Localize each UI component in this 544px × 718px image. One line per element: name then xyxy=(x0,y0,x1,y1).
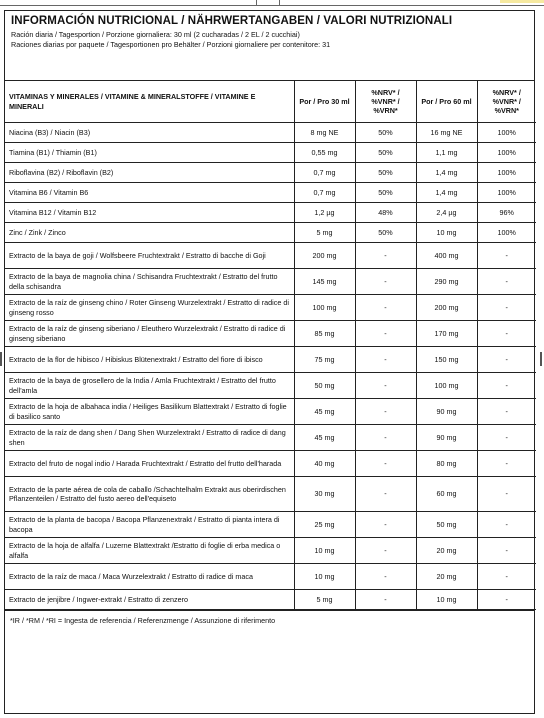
nrv-60ml: 100% xyxy=(477,163,536,183)
yellow-tab xyxy=(500,0,544,3)
nrv-30ml: - xyxy=(355,269,416,295)
col-header-per-30ml: Por / Pro 30 ml xyxy=(294,81,355,123)
nutrient-name: Extracto de la raíz de maca / Maca Wurzelextrakt / Estratto di radice di maca xyxy=(5,564,294,590)
nrv-60ml: - xyxy=(477,243,536,269)
amount-60ml: 10 mg xyxy=(416,590,477,610)
nutrient-name: Extracto de la parte aérea de cola de caballo /Schachtelhalm Extrakt aus oberirdischen Pflanzenteilen / Estratto del fusto aereo dell'equiseto xyxy=(5,477,294,512)
amount-60ml: 16 mg NE xyxy=(416,123,477,143)
nrv-30ml: 50% xyxy=(355,123,416,143)
table-row xyxy=(5,347,536,373)
nrv-60ml: - xyxy=(477,347,536,373)
col-header-nrv-30ml: %NRV* / %VNR* / %VRN* xyxy=(355,81,416,123)
amount-30ml: 8 mg NE xyxy=(294,123,355,143)
nrv-60ml: 100% xyxy=(477,123,536,143)
nrv-30ml: 50% xyxy=(355,223,416,243)
nrv-30ml: - xyxy=(355,564,416,590)
amount-60ml: 200 mg xyxy=(416,295,477,321)
nutrient-name: Extracto de la raíz de dang shen / Dang Shen Wurzelextrakt / Estratto di radice di dang shen xyxy=(5,425,294,451)
nrv-30ml: 50% xyxy=(355,143,416,163)
amount-30ml: 0,7 mg xyxy=(294,163,355,183)
nrv-60ml: - xyxy=(477,512,536,538)
col-header-nutrient: VITAMINAS Y MINERALES / VITAMINE & MINERALSTOFFE / VITAMINE E MINERALI xyxy=(5,81,294,123)
nutrient-name: Zinc / Zink / Zinco xyxy=(5,223,294,243)
nrv-60ml: - xyxy=(477,425,536,451)
top-edge xyxy=(0,0,544,6)
amount-30ml: 10 mg xyxy=(294,564,355,590)
amount-60ml: 2,4 µg xyxy=(416,203,477,223)
nrv-60ml: 100% xyxy=(477,183,536,203)
nutrient-name: Extracto de la flor de hibisco / Hibiskus Blütenextrakt / Estratto del fiore di ibisco xyxy=(5,347,294,373)
amount-30ml: 25 mg xyxy=(294,512,355,538)
nutrient-name: Extracto de la raíz de ginseng siberiano / Eleuthero Wurzelextrakt / Estratto di radice di ginseng siberiano xyxy=(5,321,294,347)
nutrient-name: Extracto de la baya de magnolia china / Schisandra Fruchtextrakt / Estratto del frutto della schisandra xyxy=(5,269,294,295)
amount-60ml: 20 mg xyxy=(416,564,477,590)
nrv-60ml: - xyxy=(477,269,536,295)
nutrient-name: Extracto de la hoja de alfalfa / Luzerne Blattextrakt /Estratto di foglie di erba medica o alfalfa xyxy=(5,538,294,564)
nutrient-name: Vitamina B6 / Vitamin B6 xyxy=(5,183,294,203)
nrv-60ml: - xyxy=(477,538,536,564)
col-header-per-60ml: Por / Pro 60 ml xyxy=(416,81,477,123)
table-row xyxy=(5,321,536,347)
nrv-30ml: - xyxy=(355,512,416,538)
table-row xyxy=(5,163,536,183)
table-row xyxy=(5,223,536,243)
nutrition-table xyxy=(5,81,536,610)
nutrient-name: Extracto de jenjibre / Ingwer-extrakt / Estratto di zenzero xyxy=(5,590,294,610)
amount-60ml: 290 mg xyxy=(416,269,477,295)
left-edge-mark xyxy=(0,352,2,366)
nrv-30ml: - xyxy=(355,347,416,373)
table-row xyxy=(5,451,536,477)
footnote: *IR / *RM / *RI = Ingesta de referencia / Referenzmenge / Assunzione di riferimento xyxy=(5,610,534,632)
serving-size: Ración diaria / Tagesportion / Porzione giornaliera: 30 ml (2 cucharadas / 2 EL / 2 cucchiai) xyxy=(11,30,300,39)
nutrient-name: Riboflavina (B2) / Riboflavin (B2) xyxy=(5,163,294,183)
amount-30ml: 5 mg xyxy=(294,223,355,243)
amount-60ml: 10 mg xyxy=(416,223,477,243)
amount-30ml: 1,2 µg xyxy=(294,203,355,223)
col-header-nrv-60ml: %NRV* / %VNR* / %VRN* xyxy=(477,81,536,123)
amount-60ml: 90 mg xyxy=(416,399,477,425)
table-row xyxy=(5,564,536,590)
nrv-60ml: - xyxy=(477,590,536,610)
nrv-30ml: - xyxy=(355,243,416,269)
panel-title: INFORMACIÓN NUTRICIONAL / NÄHRWERTANGABEN / VALORI NUTRIZIONALI xyxy=(11,15,453,27)
nutrient-name: Extracto de la baya de goji / Wolfsbeere Fruchtextrakt / Estratto di bacche di Goji xyxy=(5,243,294,269)
nrv-60ml: - xyxy=(477,399,536,425)
amount-60ml: 1,4 mg xyxy=(416,183,477,203)
nrv-30ml: - xyxy=(355,538,416,564)
amount-60ml: 100 mg xyxy=(416,373,477,399)
amount-60ml: 400 mg xyxy=(416,243,477,269)
nrv-60ml: - xyxy=(477,321,536,347)
amount-30ml: 50 mg xyxy=(294,373,355,399)
nrv-60ml: - xyxy=(477,451,536,477)
amount-60ml: 1,4 mg xyxy=(416,163,477,183)
nutrient-name: Extracto de la raíz de ginseng chino / Roter Ginseng Wurzelextrakt / Estratto di radice di ginseng rosso xyxy=(5,295,294,321)
table-row xyxy=(5,477,536,512)
table-row xyxy=(5,295,536,321)
nrv-60ml: - xyxy=(477,477,536,512)
table-row xyxy=(5,183,536,203)
panel-header xyxy=(5,11,534,81)
amount-60ml: 150 mg xyxy=(416,347,477,373)
servings-per-container: Raciones diarias por paquete / Tagesportionen pro Behälter / Porzioni giornaliere per contenitore: 31 xyxy=(11,39,331,49)
table-header-row xyxy=(5,81,536,123)
amount-30ml: 10 mg xyxy=(294,538,355,564)
table-row xyxy=(5,399,536,425)
amount-60ml: 80 mg xyxy=(416,451,477,477)
amount-30ml: 100 mg xyxy=(294,295,355,321)
amount-30ml: 30 mg xyxy=(294,477,355,512)
amount-30ml: 85 mg xyxy=(294,321,355,347)
amount-30ml: 75 mg xyxy=(294,347,355,373)
nutrient-name: Niacina (B3) / Niacin (B3) xyxy=(5,123,294,143)
nrv-30ml: - xyxy=(355,590,416,610)
nutrient-name: Extracto de la baya de grosellero de la India / Amla Fruchtextrakt / Estratto del frutto dell'amla xyxy=(5,373,294,399)
table-row xyxy=(5,123,536,143)
amount-30ml: 45 mg xyxy=(294,399,355,425)
nutrient-name: Extracto del fruto de nogal indio / Harada Fruchtextrakt / Estratto del frutto dell'harada xyxy=(5,451,294,477)
table-row xyxy=(5,538,536,564)
nrv-30ml: 50% xyxy=(355,183,416,203)
nrv-30ml: - xyxy=(355,373,416,399)
amount-30ml: 45 mg xyxy=(294,425,355,451)
nutrient-name: Extracto de la planta de bacopa / Bacopa Pflanzenextrakt / Estratto di pianta intera di bacopa xyxy=(5,512,294,538)
nrv-30ml: - xyxy=(355,477,416,512)
nrv-30ml: - xyxy=(355,451,416,477)
table-row xyxy=(5,425,536,451)
nrv-30ml: 50% xyxy=(355,163,416,183)
nrv-60ml: 96% xyxy=(477,203,536,223)
nrv-30ml: - xyxy=(355,425,416,451)
table-row xyxy=(5,512,536,538)
amount-30ml: 200 mg xyxy=(294,243,355,269)
table-row xyxy=(5,243,536,269)
nrv-30ml: - xyxy=(355,399,416,425)
nrv-60ml: 100% xyxy=(477,223,536,243)
amount-30ml: 5 mg xyxy=(294,590,355,610)
nrv-60ml: - xyxy=(477,295,536,321)
nrv-60ml: - xyxy=(477,373,536,399)
amount-60ml: 60 mg xyxy=(416,477,477,512)
table-row xyxy=(5,373,536,399)
top-tab xyxy=(256,0,280,6)
amount-30ml: 0,55 mg xyxy=(294,143,355,163)
nrv-30ml: - xyxy=(355,295,416,321)
amount-30ml: 40 mg xyxy=(294,451,355,477)
table-row xyxy=(5,590,536,610)
nutrient-name: Tiamina (B1) / Thiamin (B1) xyxy=(5,143,294,163)
nrv-60ml: - xyxy=(477,564,536,590)
amount-60ml: 170 mg xyxy=(416,321,477,347)
amount-30ml: 0,7 mg xyxy=(294,183,355,203)
table-row xyxy=(5,269,536,295)
amount-60ml: 50 mg xyxy=(416,512,477,538)
nutrient-name: Extracto de la hoja de albahaca india / Heiliges Basilikum Blattextrakt / Estratto di foglie di basilico santo xyxy=(5,399,294,425)
table-row xyxy=(5,143,536,163)
right-edge-mark xyxy=(540,352,542,366)
amount-60ml: 20 mg xyxy=(416,538,477,564)
nutrient-name: Vitamina B12 / Vitamin B12 xyxy=(5,203,294,223)
nrv-60ml: 100% xyxy=(477,143,536,163)
amount-60ml: 90 mg xyxy=(416,425,477,451)
nutrition-panel xyxy=(4,10,535,714)
nrv-30ml: 48% xyxy=(355,203,416,223)
amount-60ml: 1,1 mg xyxy=(416,143,477,163)
nrv-30ml: - xyxy=(355,321,416,347)
table-row xyxy=(5,203,536,223)
amount-30ml: 145 mg xyxy=(294,269,355,295)
